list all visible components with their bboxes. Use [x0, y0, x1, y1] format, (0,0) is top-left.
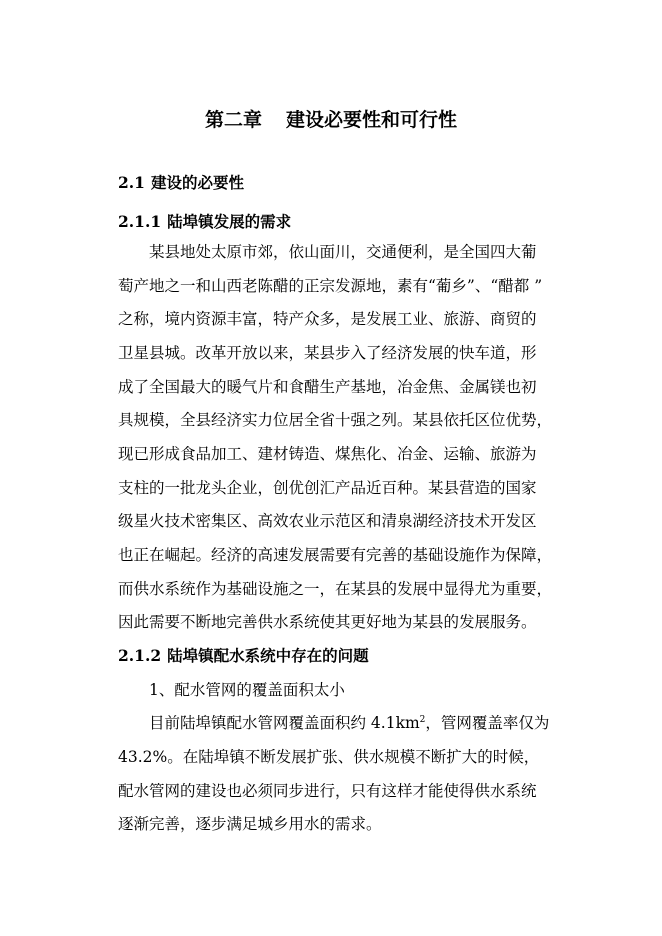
paragraph-line [149, 713, 549, 733]
paragraph-line: 萄产地之一和山西老陈醋的正宗发源地，素有“葡乡”、“醋都 ” [118, 277, 543, 295]
paragraph-line: 配水管网的建设也必须同步进行，只有这样才能使得供水系统 [118, 782, 537, 800]
chapter-title [0, 108, 662, 132]
paragraph-text: ，管网覆盖率仅为 [425, 714, 550, 732]
paragraph-line: 卫星县城。改革开放以来，某县步入了经济发展的快车道，形 [118, 344, 537, 362]
paragraph-line: 成了全国最大的暖气片和食醋生产基地，冶金焦、金属镁也初 [118, 378, 537, 396]
paragraph-text: 目前陆埠镇配水管网覆盖面积约 4.1km [149, 714, 420, 732]
chapter-title-text: 建设必要性和可行性 [286, 109, 458, 131]
section-heading-2-1-1 [118, 212, 291, 232]
section-heading-2-1-2 [118, 646, 369, 666]
paragraph-line: 也正在崛起。经济的高速发展需要有完善的基础设施作为保障， [118, 546, 553, 564]
paragraph-line: 逐渐完善，逐步满足城乡用水的需求。 [118, 815, 382, 833]
section-number: 2.1.2 [118, 646, 162, 665]
paragraph-line: 具规模，全县经济实力位居全省十强之列。某县依托区位优势， [118, 411, 553, 429]
paragraph-line: 级星火技术密集区、高效农业示范区和清泉湖经济技术开发区 [118, 512, 537, 530]
section-title: 陆埠镇配水系统中存在的问题 [167, 646, 369, 665]
paragraph-line: 某县地处太原市郊，依山面川，交通便利，是全国四大葡 [149, 243, 537, 261]
list-item: 1、配水管网的覆盖面积太小 [149, 681, 345, 699]
section-number: 2.1 [118, 173, 145, 192]
paragraph-line: 之称，境内资源丰富，特产众多，是发展工业、旅游、商贸的 [118, 310, 537, 328]
chapter-number: 第二章 [204, 109, 262, 131]
paragraph-line: 因此需要不断地完善供水系统使其更好地为某县的发展服务。 [118, 613, 537, 631]
paragraph-line: 而供水系统作为基础设施之一，在某县的发展中显得尤为重要， [118, 580, 553, 598]
paragraph-line: 43.2%。在陆埠镇不断发展扩张、供水规模不断扩大的时候， [118, 748, 540, 766]
section-title: 陆埠镇发展的需求 [167, 212, 292, 231]
superscript: 2 [419, 715, 426, 725]
paragraph-line: 现已形成食品加工、建材铸造、煤焦化、冶金、运输、旅游为 [118, 445, 537, 463]
paragraph-line: 支柱的一批龙头企业，创优创汇产品近百种。某县营造的国家 [118, 479, 537, 497]
section-number: 2.1.1 [118, 212, 162, 231]
section-title: 建设的必要性 [150, 173, 244, 192]
section-heading-2-1 [118, 173, 244, 193]
